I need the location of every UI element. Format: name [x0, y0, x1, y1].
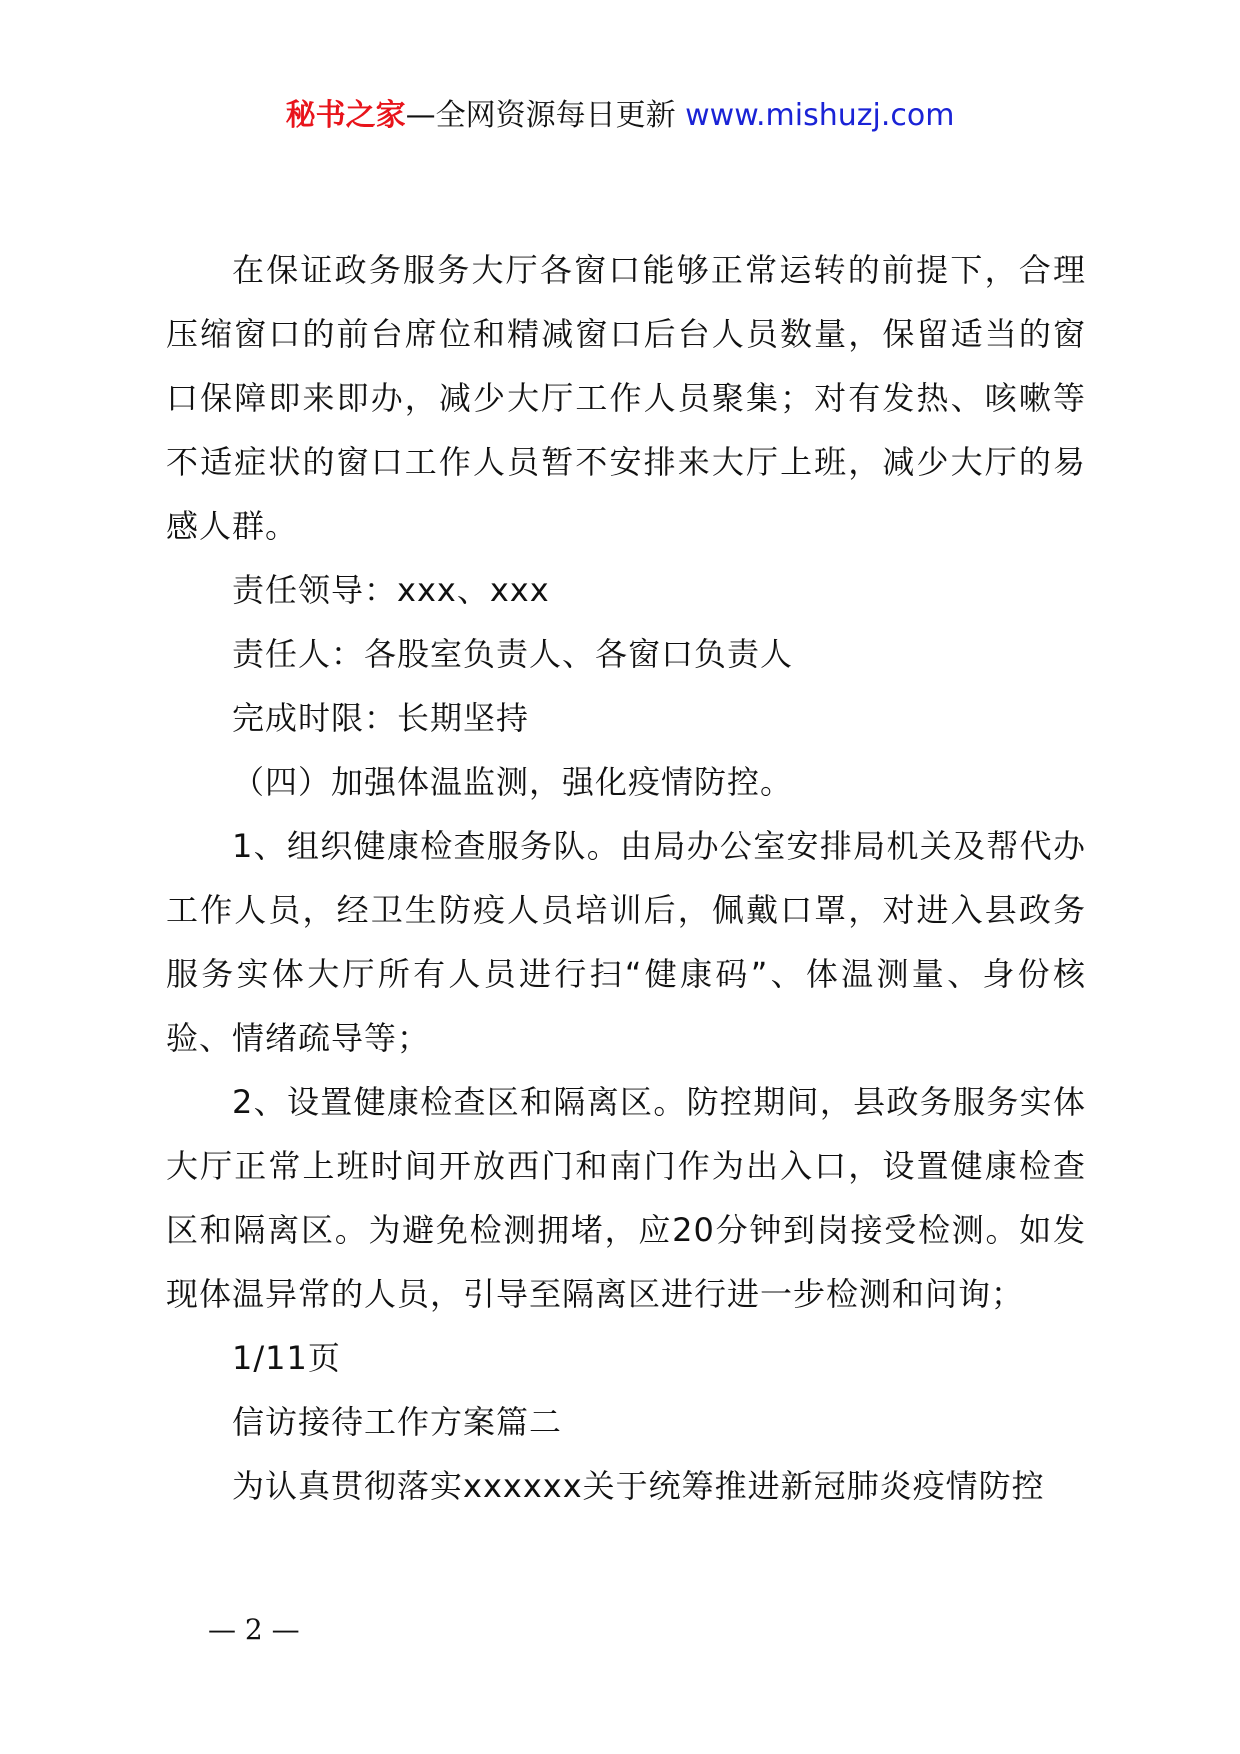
document-body — [166, 238, 1086, 1518]
body-paragraph: 1、组织健康检查服务队。由局办公室安排局机关及帮代办工作人员，经卫生防疫人员培训后，佩戴口罩，对进入县政务服务实体大厅所有人员进行扫“健康码”、体温测量、身份核验、情绪疏导等； — [166, 827, 1086, 1057]
site-brand: 秘书之家 — [285, 98, 406, 133]
body-paragraph: 2、设置健康检查区和隔离区。防控期间，县政务服务实体大厅正常上班时间开放西门和南门作为出入口，设置健康检查区和隔离区。为避免检测拥堵，应20分钟到岗接受检测。如发现体温异常的人员，引导至隔离区进行进一步检测和问询； — [166, 1083, 1086, 1313]
page-number: — 2 — — [208, 1613, 300, 1646]
body-paragraph: 责任领导：xxx、xxx — [232, 571, 550, 609]
body-paragraph: 责任人：各股室负责人、各窗口负责人 — [232, 635, 794, 673]
page-count: 1/11页 — [232, 1339, 341, 1377]
site-header — [0, 96, 1240, 136]
body-paragraph: 为认真贯彻落实xxxxxx关于统筹推进新冠肺炎疫情防控 — [232, 1467, 1045, 1505]
body-paragraph: 完成时限：长期坚持 — [232, 699, 530, 737]
section-title: 信访接待工作方案篇二 — [232, 1403, 563, 1441]
section-heading: （四）加强体温监测，强化疫情防控。 — [232, 763, 794, 801]
site-url-link[interactable]: www.mishuzj.com — [685, 98, 955, 133]
body-paragraph: 在保证政务服务大厅各窗口能够正常运转的前提下，合理压缩窗口的前台席位和精减窗口后台人员数量，保留适当的窗口保障即来即办，减少大厅工作人员聚集；对有发热、咳嗽等不适症状的窗口工作人员暂不安排来大厅上班，减少大厅的易感人群。 — [166, 251, 1086, 545]
site-tagline: —全网资源每日更新 — [405, 98, 676, 133]
